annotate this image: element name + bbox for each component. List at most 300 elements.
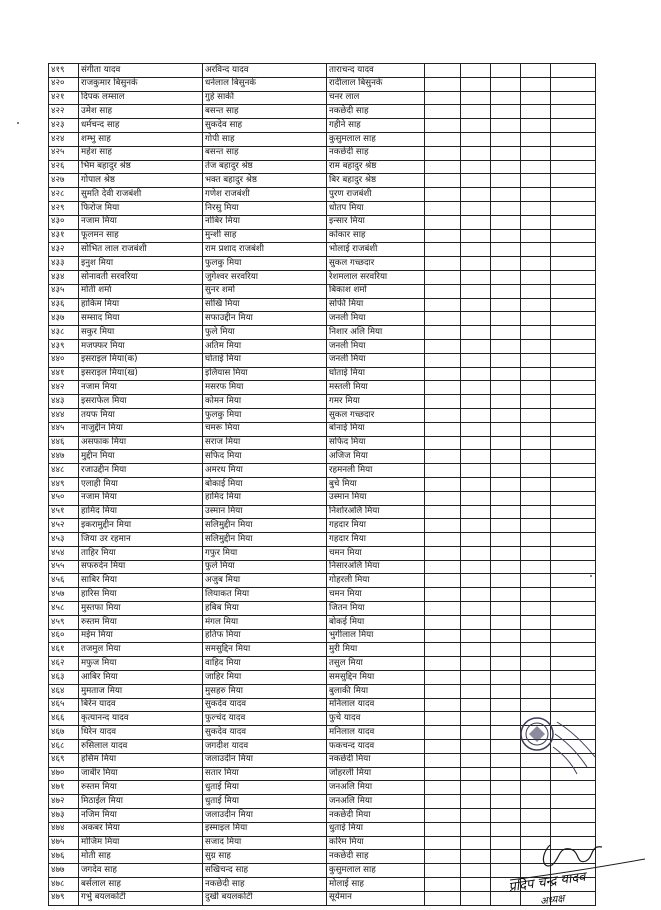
- blank-cell: [491, 132, 521, 146]
- blank-cell: [521, 91, 551, 105]
- blank-cell: [551, 588, 596, 602]
- table-row: [49, 533, 596, 547]
- blank-cell: [425, 436, 461, 450]
- name-cell: नजाम मिया: [79, 215, 203, 229]
- blank-cell: [491, 298, 521, 312]
- serial-number-cell: ४६७: [49, 726, 79, 740]
- blank-cell: [521, 450, 551, 464]
- blank-cell: [551, 326, 596, 340]
- blank-cell: [461, 450, 491, 464]
- name-cell: शम्भु साह: [79, 132, 203, 146]
- table-row: [49, 160, 596, 174]
- serial-number-cell: ४७६: [49, 850, 79, 864]
- blank-cell: [425, 795, 461, 809]
- blank-cell: [461, 588, 491, 602]
- serial-number-cell: ४४१: [49, 367, 79, 381]
- name-cell: हसिम मिया: [79, 753, 203, 767]
- table-row: [49, 615, 596, 629]
- blank-cell: [551, 64, 596, 78]
- serial-number-cell: ४२३: [49, 119, 79, 133]
- blank-cell: [491, 105, 521, 119]
- name-cell: इनुश मिया: [79, 257, 203, 271]
- blank-cell: [551, 436, 596, 450]
- serial-number-cell: ४७४: [49, 822, 79, 836]
- serial-number-cell: ४३३: [49, 257, 79, 271]
- blank-cell: [425, 574, 461, 588]
- grandfather-name-cell: मस्तली मिया: [327, 381, 425, 395]
- blank-cell: [461, 64, 491, 78]
- table-row: [49, 243, 596, 257]
- blank-cell: [491, 643, 521, 657]
- name-cell: मोती शर्मा: [79, 284, 203, 298]
- blank-cell: [521, 367, 551, 381]
- name-cell: हामिद मिया: [79, 505, 203, 519]
- father-name-cell: लियाकत मिया: [203, 588, 327, 602]
- blank-cell: [521, 657, 551, 671]
- name-cell: इकरामुद्दीन मिया: [79, 519, 203, 533]
- blank-cell: [425, 878, 461, 892]
- father-name-cell: दुखी बयलकोटी: [203, 891, 327, 905]
- blank-cell: [491, 91, 521, 105]
- blank-cell: [521, 602, 551, 616]
- table-row: [49, 726, 596, 740]
- father-name-cell: मसरफ मिया: [203, 381, 327, 395]
- grandfather-name-cell: कोकार साह: [327, 229, 425, 243]
- blank-cell: [521, 533, 551, 547]
- blank-cell: [551, 132, 596, 146]
- table-row: [49, 574, 596, 588]
- blank-cell: [551, 105, 596, 119]
- grandfather-name-cell: राम बहादुर श्रेष्ठ: [327, 160, 425, 174]
- blank-cell: [521, 160, 551, 174]
- table-row: [49, 491, 596, 505]
- serial-number-cell: ४३७: [49, 312, 79, 326]
- father-name-cell: सफाउद्दीन मिया: [203, 312, 327, 326]
- table-row: [49, 270, 596, 284]
- blank-cell: [551, 339, 596, 353]
- grandfather-name-cell: धोतप मिया: [327, 201, 425, 215]
- father-name-cell: धुताई मिया: [203, 795, 327, 809]
- serial-number-cell: ४२०: [49, 77, 79, 91]
- father-name-cell: गफुर मिया: [203, 546, 327, 560]
- father-name-cell: सुनर शर्मा: [203, 284, 327, 298]
- father-name-cell: सोखि मिया: [203, 298, 327, 312]
- blank-cell: [461, 546, 491, 560]
- blank-cell: [491, 588, 521, 602]
- grandfather-name-cell: निसारअलि मिया: [327, 560, 425, 574]
- blank-cell: [491, 257, 521, 271]
- blank-cell: [521, 326, 551, 340]
- table-row: [49, 436, 596, 450]
- blank-cell: [521, 519, 551, 533]
- serial-number-cell: ४४२: [49, 381, 79, 395]
- serial-number-cell: ४५०: [49, 491, 79, 505]
- blank-cell: [425, 809, 461, 823]
- blank-cell: [425, 64, 461, 78]
- blank-cell: [521, 505, 551, 519]
- blank-cell: [521, 243, 551, 257]
- blank-cell: [521, 408, 551, 422]
- grandfather-name-cell: जनली मिया: [327, 339, 425, 353]
- name-cell: एलाही मिया: [79, 477, 203, 491]
- blank-cell: [425, 229, 461, 243]
- blank-cell: [491, 657, 521, 671]
- blank-cell: [425, 781, 461, 795]
- father-name-cell: राम प्रशाद राजबंशी: [203, 243, 327, 257]
- grandfather-name-cell: रहमनली मिया: [327, 464, 425, 478]
- table-row: [49, 643, 596, 657]
- blank-cell: [521, 422, 551, 436]
- blank-cell: [491, 629, 521, 643]
- table-row: [49, 767, 596, 781]
- name-cell: मईम मिया: [79, 629, 203, 643]
- name-cell: हारिस मिया: [79, 588, 203, 602]
- name-cell: रजाउद्दीन मिया: [79, 464, 203, 478]
- blank-cell: [521, 795, 551, 809]
- father-name-cell: जगदीश यादव: [203, 740, 327, 754]
- father-name-cell: फुल्चंद यादव: [203, 712, 327, 726]
- blank-cell: [491, 574, 521, 588]
- blank-cell: [461, 229, 491, 243]
- name-cell: नजाम मिया: [79, 491, 203, 505]
- blank-cell: [461, 381, 491, 395]
- blank-cell: [491, 436, 521, 450]
- blank-cell: [521, 436, 551, 450]
- blank-cell: [491, 684, 521, 698]
- serial-number-cell: ४३१: [49, 229, 79, 243]
- father-name-cell: सखिचन्द साह: [203, 864, 327, 878]
- serial-number-cell: ४३५: [49, 284, 79, 298]
- serial-number-cell: ४२७: [49, 174, 79, 188]
- name-cell: दिपक लम्साल: [79, 91, 203, 105]
- blank-cell: [425, 477, 461, 491]
- blank-cell: [491, 312, 521, 326]
- father-name-cell: नोबिर मिया: [203, 215, 327, 229]
- blank-cell: [521, 491, 551, 505]
- grandfather-name-cell: फुचे यादव: [327, 712, 425, 726]
- grandfather-name-cell: नकछेदी साह: [327, 105, 425, 119]
- serial-number-cell: ४५९: [49, 615, 79, 629]
- name-cell: असफाक मिया: [79, 436, 203, 450]
- blank-cell: [425, 588, 461, 602]
- blank-cell: [425, 243, 461, 257]
- blank-cell: [551, 174, 596, 188]
- name-cell: मुमताज मिया: [79, 684, 203, 698]
- blank-cell: [551, 684, 596, 698]
- blank-cell: [425, 381, 461, 395]
- blank-cell: [521, 298, 551, 312]
- signatory-title: अध्यक्ष: [539, 893, 566, 908]
- blank-cell: [551, 491, 596, 505]
- table-row: [49, 809, 596, 823]
- beneficiary-table: [48, 63, 596, 906]
- serial-number-cell: ४७१: [49, 781, 79, 795]
- blank-cell: [551, 229, 596, 243]
- serial-number-cell: ४६९: [49, 753, 79, 767]
- blank-cell: [521, 339, 551, 353]
- blank-cell: [425, 740, 461, 754]
- blank-cell: [521, 671, 551, 685]
- blank-cell: [521, 270, 551, 284]
- blank-cell: [461, 753, 491, 767]
- father-name-cell: तेज बहादुर श्रेष्ठ: [203, 160, 327, 174]
- blank-cell: [425, 726, 461, 740]
- serial-number-cell: ४४४: [49, 408, 79, 422]
- father-name-cell: फुले मिया: [203, 560, 327, 574]
- serial-number-cell: ४७८: [49, 878, 79, 892]
- serial-number-cell: ४७५: [49, 836, 79, 850]
- father-name-cell: जाहिर मिया: [203, 671, 327, 685]
- grandfather-name-cell: सोफी मिया: [327, 298, 425, 312]
- serial-number-cell: ४५७: [49, 588, 79, 602]
- serial-number-cell: ४५४: [49, 546, 79, 560]
- blank-cell: [551, 643, 596, 657]
- name-cell: भिम बहादुर श्रेष्ठ: [79, 160, 203, 174]
- father-name-cell: उस्मान मिया: [203, 505, 327, 519]
- table-row: [49, 795, 596, 809]
- blank-cell: [461, 174, 491, 188]
- blank-cell: [551, 671, 596, 685]
- serial-number-cell: ४२९: [49, 201, 79, 215]
- father-name-cell: धनेलाल बिसुनके: [203, 77, 327, 91]
- table-row: [49, 77, 596, 91]
- blank-cell: [551, 146, 596, 160]
- serial-number-cell: ४७०: [49, 767, 79, 781]
- father-name-cell: फुलकु मिया: [203, 408, 327, 422]
- father-name-cell: सफिद मिया: [203, 450, 327, 464]
- father-name-cell: सलिमुद्दीन मिया: [203, 533, 327, 547]
- blank-cell: [491, 519, 521, 533]
- blank-cell: [551, 270, 596, 284]
- grandfather-name-cell: बोनाई मिया: [327, 422, 425, 436]
- blank-cell: [461, 767, 491, 781]
- serial-number-cell: ४६८: [49, 740, 79, 754]
- father-name-cell: घोताई मिया: [203, 353, 327, 367]
- name-cell: मोजिम मिया: [79, 836, 203, 850]
- blank-cell: [461, 615, 491, 629]
- grandfather-name-cell: सुकल गच्छदार: [327, 408, 425, 422]
- father-name-cell: जलाउदीन मिया: [203, 753, 327, 767]
- blank-cell: [461, 491, 491, 505]
- blank-cell: [461, 395, 491, 409]
- blank-cell: [461, 119, 491, 133]
- blank-cell: [491, 795, 521, 809]
- table-row: [49, 353, 596, 367]
- blank-cell: [521, 477, 551, 491]
- father-name-cell: जलाउदीन मिया: [203, 809, 327, 823]
- grandfather-name-cell: रादीलाल बिसुनके: [327, 77, 425, 91]
- blank-cell: [521, 698, 551, 712]
- blank-cell: [551, 519, 596, 533]
- name-cell: इसराफेल मिया: [79, 395, 203, 409]
- blank-cell: [425, 767, 461, 781]
- table-row: [49, 740, 596, 754]
- scan-speck: [590, 575, 592, 577]
- blank-cell: [491, 64, 521, 78]
- name-cell: सोनावती सरवरिया: [79, 270, 203, 284]
- blank-cell: [461, 519, 491, 533]
- blank-cell: [461, 270, 491, 284]
- blank-cell: [551, 477, 596, 491]
- blank-cell: [491, 809, 521, 823]
- serial-number-cell: ४२२: [49, 105, 79, 119]
- table-row: [49, 602, 596, 616]
- serial-number-cell: ४३९: [49, 339, 79, 353]
- blank-cell: [551, 464, 596, 478]
- table-row: [49, 560, 596, 574]
- serial-number-cell: ४६२: [49, 657, 79, 671]
- father-name-cell: गुहे साकी: [203, 91, 327, 105]
- serial-number-cell: ४४७: [49, 450, 79, 464]
- blank-cell: [461, 464, 491, 478]
- grandfather-name-cell: घोताई मिया: [327, 367, 425, 381]
- serial-number-cell: ४४३: [49, 395, 79, 409]
- father-name-cell: अजुब मिया: [203, 574, 327, 588]
- name-cell: रुसिलाल यादव: [79, 740, 203, 754]
- blank-cell: [491, 326, 521, 340]
- name-cell: मजफ्फर मिया: [79, 339, 203, 353]
- name-cell: बर्सलाल साह: [79, 878, 203, 892]
- grandfather-name-cell: धुताई मिया: [327, 822, 425, 836]
- blank-cell: [425, 298, 461, 312]
- grandfather-name-cell: गहदार मिया: [327, 519, 425, 533]
- grandfather-name-cell: मोलाई साह: [327, 878, 425, 892]
- blank-cell: [491, 560, 521, 574]
- blank-cell: [491, 671, 521, 685]
- blank-cell: [425, 684, 461, 698]
- table-row: [49, 381, 596, 395]
- serial-number-cell: ४३२: [49, 243, 79, 257]
- blank-cell: [461, 574, 491, 588]
- blank-cell: [551, 91, 596, 105]
- blank-cell: [425, 450, 461, 464]
- grandfather-name-cell: कुसुमलाल साह: [327, 864, 425, 878]
- blank-cell: [461, 643, 491, 657]
- blank-cell: [491, 174, 521, 188]
- blank-cell: [551, 381, 596, 395]
- blank-cell: [551, 615, 596, 629]
- name-cell: जाबीर मिया: [79, 767, 203, 781]
- serial-number-cell: ४५८: [49, 602, 79, 616]
- blank-cell: [425, 408, 461, 422]
- grandfather-name-cell: जनली मिया: [327, 353, 425, 367]
- blank-cell: [521, 615, 551, 629]
- blank-cell: [425, 174, 461, 188]
- blank-cell: [521, 353, 551, 367]
- blank-cell: [521, 588, 551, 602]
- father-name-cell: अरविन्द यादव: [203, 64, 327, 78]
- table-row: [49, 174, 596, 188]
- blank-cell: [425, 864, 461, 878]
- blank-cell: [491, 505, 521, 519]
- table-row: [49, 588, 596, 602]
- name-cell: फूलमन साह: [79, 229, 203, 243]
- blank-cell: [425, 698, 461, 712]
- blank-cell: [425, 491, 461, 505]
- blank-cell: [461, 77, 491, 91]
- father-name-cell: धुताई मिया: [203, 781, 327, 795]
- blank-cell: [491, 546, 521, 560]
- grandfather-name-cell: जोहरली मिया: [327, 767, 425, 781]
- blank-cell: [425, 891, 461, 905]
- blank-cell: [521, 312, 551, 326]
- serial-number-cell: ४५५: [49, 560, 79, 574]
- blank-cell: [491, 698, 521, 712]
- grandfather-name-cell: पुरण राजबंशी: [327, 188, 425, 202]
- blank-cell: [425, 312, 461, 326]
- table-row: [49, 339, 596, 353]
- blank-cell: [425, 339, 461, 353]
- father-name-cell: अतिम मिया: [203, 339, 327, 353]
- blank-cell: [461, 243, 491, 257]
- father-name-cell: गोपी साह: [203, 132, 327, 146]
- table-row: [49, 395, 596, 409]
- blank-cell: [551, 602, 596, 616]
- blank-cell: [425, 91, 461, 105]
- blank-cell: [425, 215, 461, 229]
- table-row: [49, 477, 596, 491]
- name-cell: मोती साह: [79, 850, 203, 864]
- blank-cell: [521, 284, 551, 298]
- name-cell: धर्मचन्द साह: [79, 119, 203, 133]
- father-name-cell: बसन्त साह: [203, 146, 327, 160]
- blank-cell: [461, 477, 491, 491]
- grandfather-name-cell: मनिलाल यादव: [327, 698, 425, 712]
- table-row: [49, 629, 596, 643]
- blank-cell: [461, 740, 491, 754]
- blank-cell: [461, 146, 491, 160]
- blank-cell: [425, 519, 461, 533]
- serial-number-cell: ४२६: [49, 160, 79, 174]
- serial-number-cell: ४४६: [49, 436, 79, 450]
- blank-cell: [521, 574, 551, 588]
- blank-cell: [551, 201, 596, 215]
- blank-cell: [491, 367, 521, 381]
- table-row: [49, 326, 596, 340]
- blank-cell: [551, 698, 596, 712]
- blank-cell: [461, 809, 491, 823]
- grandfather-name-cell: भुगीलाल मिया: [327, 629, 425, 643]
- serial-number-cell: ४२८: [49, 188, 79, 202]
- name-cell: महेश साह: [79, 146, 203, 160]
- blank-cell: [551, 160, 596, 174]
- name-cell: अकबर मिया: [79, 822, 203, 836]
- blank-cell: [551, 809, 596, 823]
- table-row: [49, 712, 596, 726]
- blank-cell: [551, 298, 596, 312]
- blank-cell: [551, 533, 596, 547]
- blank-cell: [491, 243, 521, 257]
- blank-cell: [461, 160, 491, 174]
- serial-number-cell: ४७९: [49, 891, 79, 905]
- blank-cell: [551, 367, 596, 381]
- grandfather-name-cell: मुरी मिया: [327, 643, 425, 657]
- blank-cell: [461, 657, 491, 671]
- grandfather-name-cell: समसुद्दिन मिया: [327, 671, 425, 685]
- table-row: [49, 422, 596, 436]
- father-name-cell: मुन्शी साह: [203, 229, 327, 243]
- grandfather-name-cell: सुकल गच्छदार: [327, 257, 425, 271]
- blank-cell: [461, 326, 491, 340]
- blank-cell: [461, 698, 491, 712]
- serial-number-cell: ४६३: [49, 671, 79, 685]
- table-row: [49, 408, 596, 422]
- blank-cell: [491, 781, 521, 795]
- blank-cell: [425, 77, 461, 91]
- table-row: [49, 132, 596, 146]
- serial-number-cell: ४३०: [49, 215, 79, 229]
- father-name-cell: सुग्र साह: [203, 850, 327, 864]
